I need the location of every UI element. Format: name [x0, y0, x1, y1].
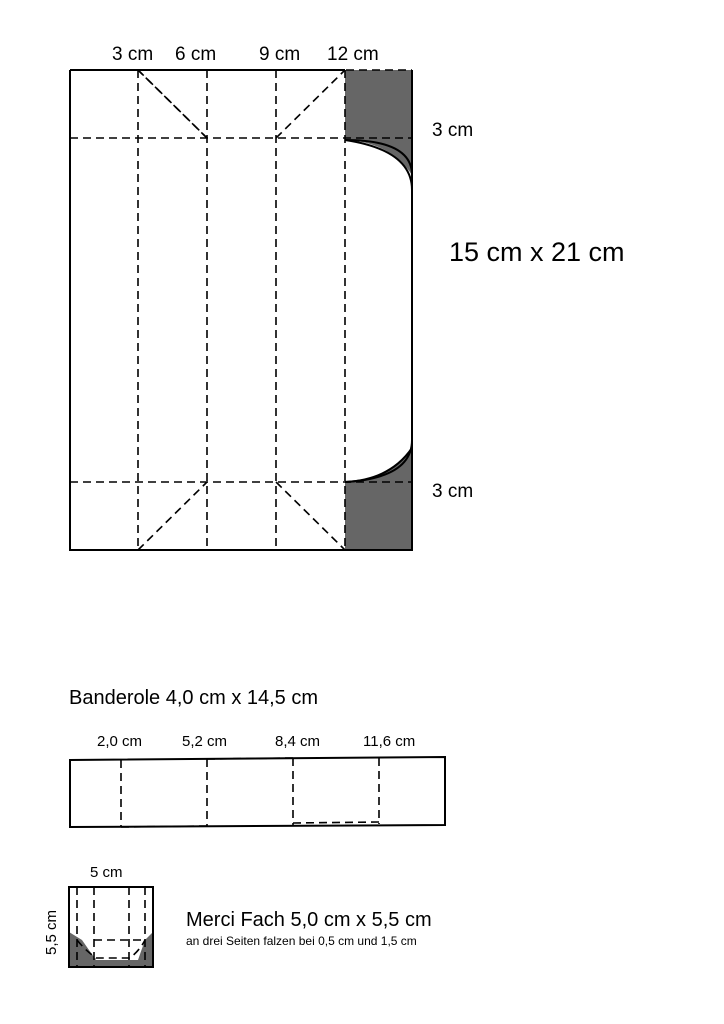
diagonal-fold-bottom-left: [138, 482, 207, 550]
banderole-title: Banderole 4,0 cm x 14,5 cm: [69, 687, 319, 709]
merci-shaded-bottom: [69, 932, 153, 967]
merci-side-mark: 5,5 cm: [43, 909, 60, 955]
banderole-mark-4: 11,6 cm: [363, 733, 416, 750]
top-mark-12cm: 12 cm: [327, 44, 379, 65]
top-shaded-flap: [345, 70, 412, 175]
top-mark-3cm: 3 cm: [112, 44, 154, 65]
banderole-mark-1: 2,0 cm: [97, 733, 143, 750]
banderole-bottom-dash-2: [293, 822, 379, 823]
top-mark-9cm: 9 cm: [259, 44, 301, 65]
template-cut-arc: [345, 140, 412, 482]
banderole-mark-3: 8,4 cm: [275, 733, 321, 750]
banderole-mark-2: 5,2 cm: [182, 733, 228, 750]
diagonal-fold-top-right: [276, 70, 345, 138]
side-mark-top-3cm: 3 cm: [432, 120, 474, 141]
merci-title: Merci Fach 5,0 cm x 5,5 cm: [186, 909, 432, 931]
top-mark-6cm: 6 cm: [175, 44, 217, 65]
diagonal-fold-bottom-right: [276, 482, 345, 550]
template-size-label: 15 cm x 21 cm: [449, 237, 625, 267]
side-mark-bottom-3cm: 3 cm: [432, 481, 474, 502]
diagonal-fold-top-left-b: [138, 70, 207, 138]
merci-subtitle: an drei Seiten falzen bei 0,5 cm und 1,5 cm: [186, 934, 417, 948]
merci-top-mark: 5 cm: [90, 864, 123, 881]
banderole-outline: [70, 757, 445, 827]
